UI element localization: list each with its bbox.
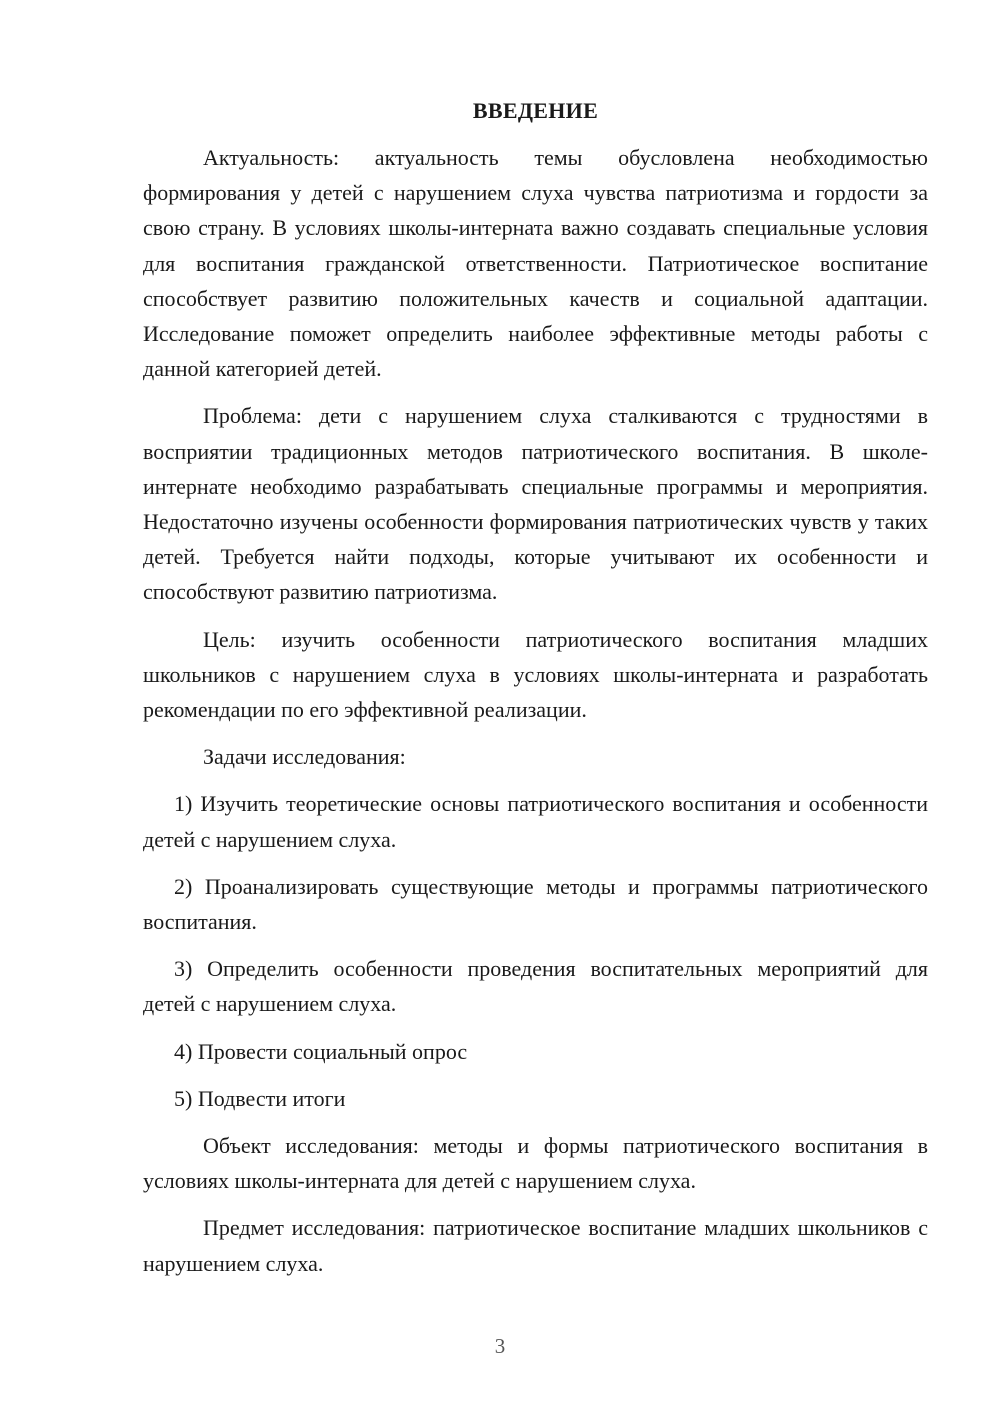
document-page	[143, 96, 928, 1293]
tasks-heading: Задачи исследования:	[203, 744, 406, 770]
goal-paragraph: Цель: изучить особенности патриотического воспитания младших школьников с нарушением слуха в условиях школы-интерната и разработать рекомендации по его эффективной реализации.	[143, 626, 928, 723]
task-item-5: 5) Подвести итоги	[174, 1085, 346, 1111]
relevance-paragraph: Актуальность: актуальность темы обусловлена необходимостью формирования у детей с нарушением слуха чувства патриотизма и гордости за свою страну. В условиях школы-интерната важно создавать специальные условия для воспитания гражданской ответственности. Патриотическое воспитание способствует развитию положительных качеств и социальной адаптации. Исследование поможет определить наиболее эффективные методы работы с данной категорией детей.	[143, 145, 928, 382]
page-number: 3	[494, 1334, 506, 1358]
task-item-4: 4) Провести социальный опрос	[174, 1038, 468, 1064]
subject-paragraph: Предмет исследования: патриотическое воспитание младших школьников с нарушением слуха.	[143, 1215, 928, 1276]
page-title: ВВЕДЕНИЕ	[472, 98, 599, 123]
object-paragraph: Объект исследования: методы и формы патриотического воспитания в условиях школы-интерната для детей с нарушением слуха.	[143, 1133, 928, 1194]
task-item-3: 3) Определить особенности проведения воспитательных мероприятий для детей с нарушением слуха.	[143, 956, 928, 1017]
task-item-1: 1) Изучить теоретические основы патриотического воспитания и особенности детей с нарушением слуха.	[143, 791, 928, 852]
problem-paragraph: Проблема: дети с нарушением слуха сталкиваются с трудностями в восприятии традиционных методов патриотического воспитания. В школе-интернате необходимо разрабатывать специальные программы и мероприятия. Недостаточно изучены особенности формирования патриотических чувств у таких детей. Требуется найти подходы, которые учитывают их особенности и способствуют развитию патриотизма.	[143, 403, 928, 605]
task-item-2: 2) Проанализировать существующие методы и программы патриотического воспитания.	[143, 873, 928, 935]
